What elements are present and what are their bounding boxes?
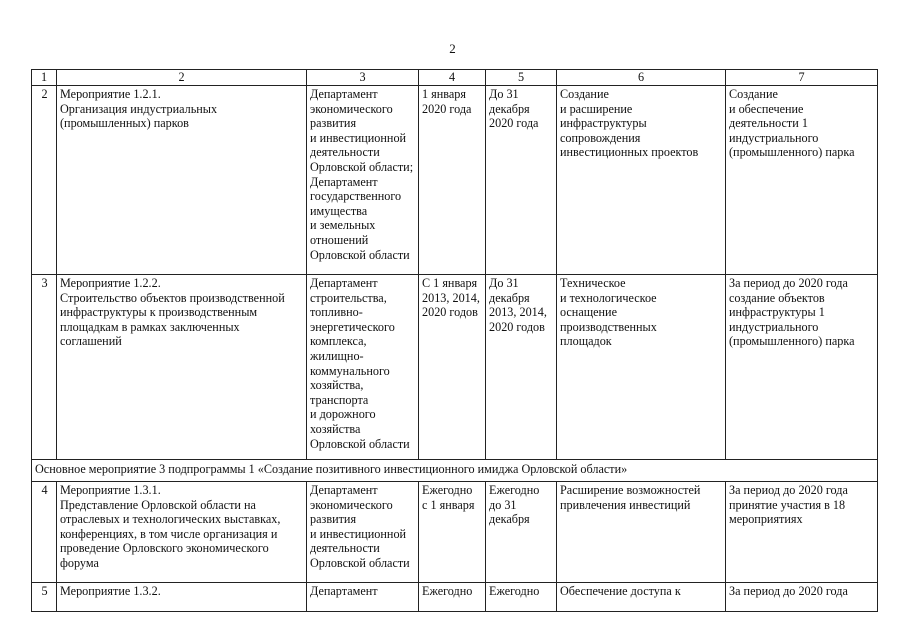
- measures-table: [31, 69, 878, 612]
- section-title: Основное мероприятие 3 подпрограммы 1 «Создание позитивного инвестиционного имиджа Орловской области»: [32, 460, 878, 482]
- header-cell: 1: [32, 70, 57, 86]
- indicator: За период до 2020 года: [726, 583, 878, 612]
- header-cell: 4: [419, 70, 486, 86]
- expected-result: Расширение возможностей привлечения инвестиций: [557, 482, 726, 583]
- expected-result: Обеспечение доступа к: [557, 583, 726, 612]
- section-row: [32, 460, 878, 482]
- row-number: 3: [32, 275, 57, 460]
- indicator: Создание и обеспечение деятельности 1 индустриального (промышленного) парка: [726, 86, 878, 275]
- indicator: За период до 2020 года создание объектов инфраструктуры 1 индустриального (промышленного) парка: [726, 275, 878, 460]
- table-row: [32, 86, 878, 275]
- table-row: [32, 275, 878, 460]
- row-number: 4: [32, 482, 57, 583]
- end-date: Ежегодно: [486, 583, 557, 612]
- header-cell: 3: [307, 70, 419, 86]
- table-row: [32, 482, 878, 583]
- header-cell: 5: [486, 70, 557, 86]
- indicator: За период до 2020 года принятие участия в 18 мероприятиях: [726, 482, 878, 583]
- responsible: Департамент экономического развития и инвестиционной деятельности Орловской области: [307, 482, 419, 583]
- table-row: [32, 583, 878, 612]
- measure-name: Мероприятие 1.2.1. Организация индустриальных (промышленных) парков: [57, 86, 307, 275]
- page-number: 2: [449, 41, 456, 56]
- header-cell: 6: [557, 70, 726, 86]
- row-number: 2: [32, 86, 57, 275]
- responsible: Департамент строительства, топливно- энергетического комплекса, жилищно- коммунального хозяйства, транспорта и дорожного хозяйства Орловской области: [307, 275, 419, 460]
- responsible: Департамент: [307, 583, 419, 612]
- expected-result: Создание и расширение инфраструктуры сопровождения инвестиционных проектов: [557, 86, 726, 275]
- measure-name: Мероприятие 1.3.1. Представление Орловской области на отраслевых и технологических выставках, конференциях, в том числе организация и проведение Орловского экономического форума: [57, 482, 307, 583]
- header-cell: 2: [57, 70, 307, 86]
- row-number: 5: [32, 583, 57, 612]
- measure-name: Мероприятие 1.2.2. Строительство объектов производственной инфраструктуры к производственным площадкам в рамках заключенных соглашений: [57, 275, 307, 460]
- header-cell: 7: [726, 70, 878, 86]
- expected-result: Техническое и технологическое оснащение производственных площадок: [557, 275, 726, 460]
- end-date: До 31 декабря 2020 года: [486, 86, 557, 275]
- start-date: Ежегодно с 1 января: [419, 482, 486, 583]
- start-date: Ежегодно: [419, 583, 486, 612]
- end-date: До 31 декабря 2013, 2014, 2020 годов: [486, 275, 557, 460]
- start-date: 1 января 2020 года: [419, 86, 486, 275]
- end-date: Ежегодно до 31 декабря: [486, 482, 557, 583]
- start-date: С 1 января 2013, 2014, 2020 годов: [419, 275, 486, 460]
- measure-name: Мероприятие 1.3.2.: [57, 583, 307, 612]
- table-header-row: [32, 70, 878, 86]
- responsible: Департамент экономического развития и инвестиционной деятельности Орловской области; Департамент государственного имущества и земельных отношений Орловской области: [307, 86, 419, 275]
